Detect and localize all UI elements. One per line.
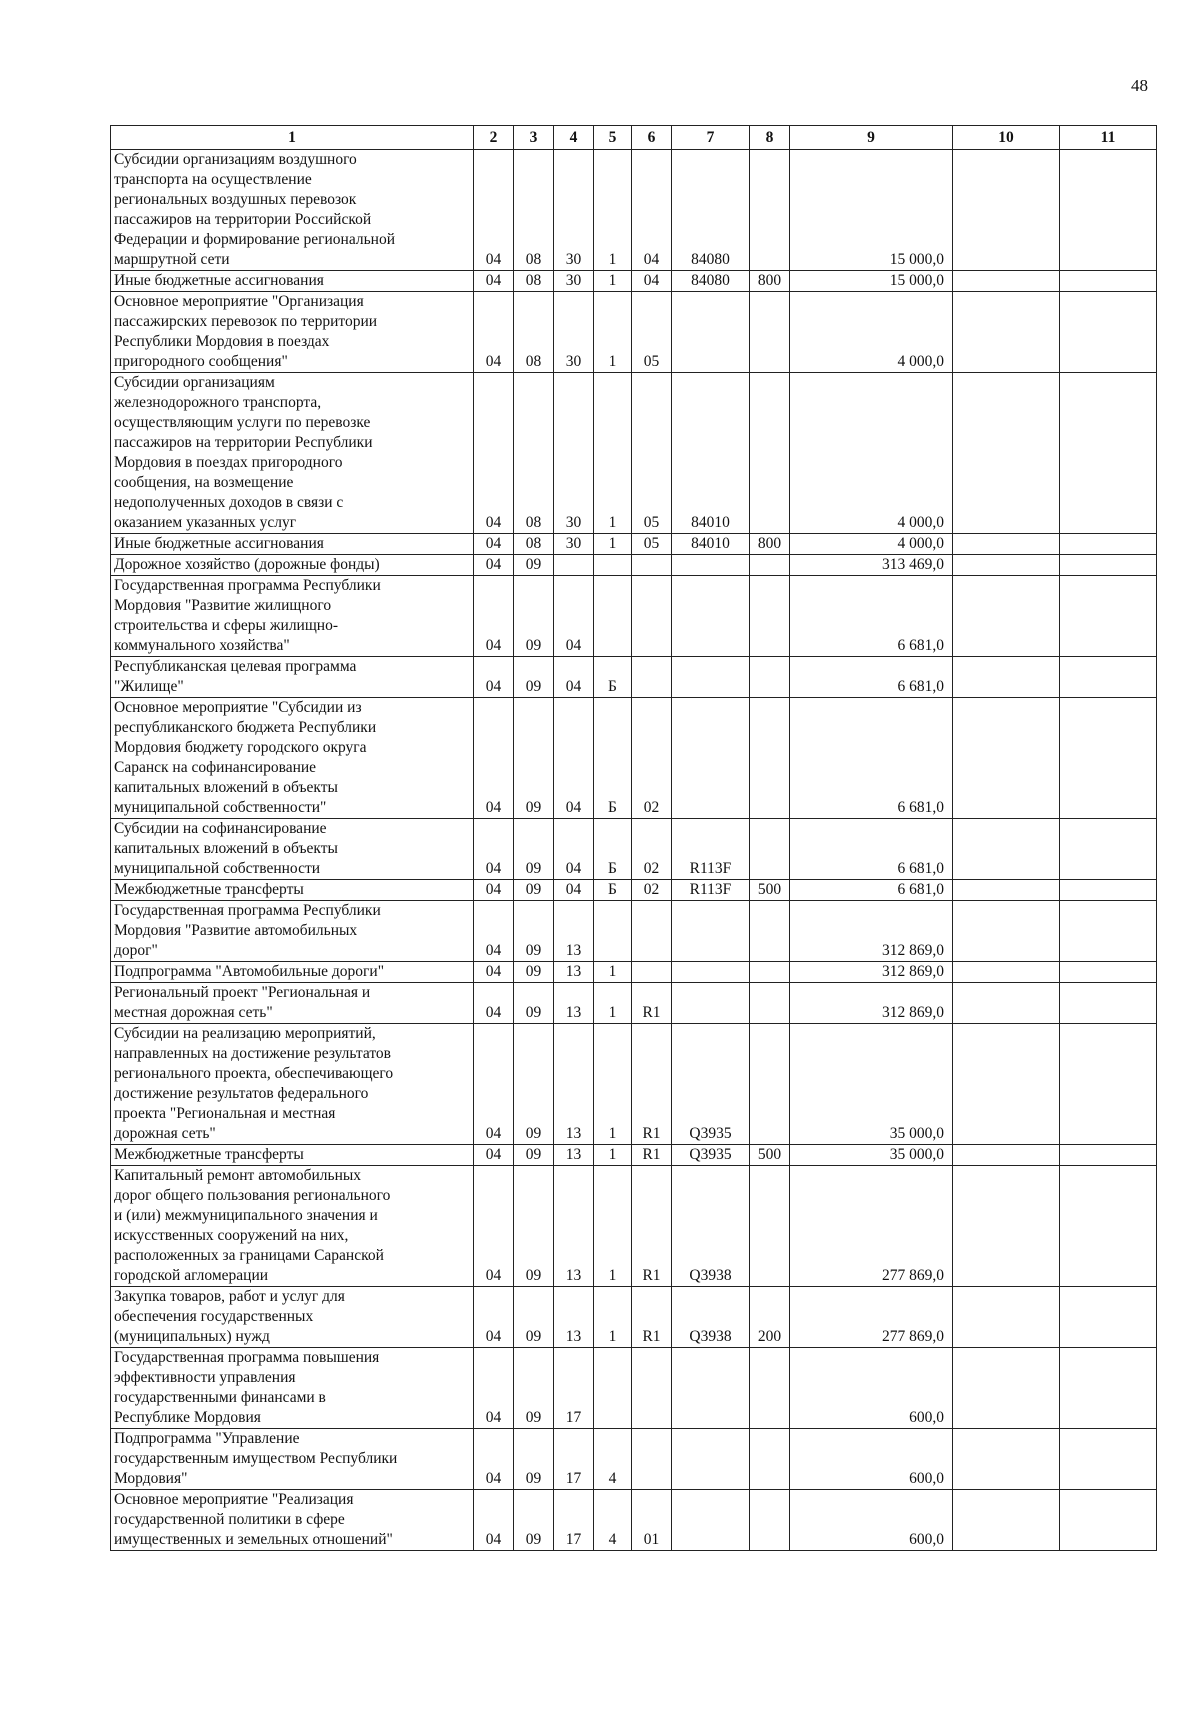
program-code-cell: 04 xyxy=(554,576,594,657)
subsection-code-cell: 09 xyxy=(514,555,554,576)
table-row xyxy=(111,1145,1157,1166)
row-name-cell: Иные бюджетные ассигнования xyxy=(111,534,474,555)
expense-type-code-cell xyxy=(750,1348,790,1429)
subprogram-code-cell: 1 xyxy=(594,534,632,555)
column-11-cell xyxy=(1060,1490,1157,1551)
program-code-cell: 30 xyxy=(554,150,594,271)
direction-code-cell: Q3938 xyxy=(672,1287,750,1348)
direction-code-cell: Q3935 xyxy=(672,1024,750,1145)
column-header: 10 xyxy=(953,126,1060,150)
row-name-cell: Подпрограмма "Управление государственным имуществом Республики Мордовия" xyxy=(111,1429,474,1490)
column-10-cell xyxy=(953,292,1060,373)
section-code-cell: 04 xyxy=(474,373,514,534)
table-row xyxy=(111,1287,1157,1348)
amount-cell: 6 681,0 xyxy=(790,880,953,901)
direction-code-cell: R113F xyxy=(672,819,750,880)
table-row xyxy=(111,698,1157,819)
subsection-code-cell: 09 xyxy=(514,819,554,880)
column-10-cell xyxy=(953,576,1060,657)
program-code-cell: 30 xyxy=(554,373,594,534)
direction-code-cell: 84010 xyxy=(672,534,750,555)
activity-code-cell: 05 xyxy=(632,373,672,534)
expense-type-code-cell xyxy=(750,373,790,534)
subsection-code-cell: 08 xyxy=(514,373,554,534)
amount-cell: 15 000,0 xyxy=(790,150,953,271)
program-code-cell: 04 xyxy=(554,819,594,880)
row-name-cell: Государственная программа Республики Мордовия "Развитие автомобильных дорог" xyxy=(111,901,474,962)
row-name-cell: Основное мероприятие "Субсидии из республиканского бюджета Республики Мордовия бюджету городского округа Саранск на софинансирование капитальных вложений в объекты муниципальной собственности" xyxy=(111,698,474,819)
table-row xyxy=(111,1348,1157,1429)
direction-code-cell: 84010 xyxy=(672,373,750,534)
column-header: 4 xyxy=(554,126,594,150)
activity-code-cell xyxy=(632,1429,672,1490)
column-10-cell xyxy=(953,657,1060,698)
amount-cell: 6 681,0 xyxy=(790,657,953,698)
program-code-cell xyxy=(554,555,594,576)
direction-code-cell: R113F xyxy=(672,880,750,901)
column-11-cell xyxy=(1060,1024,1157,1145)
section-code-cell: 04 xyxy=(474,880,514,901)
section-code-cell: 04 xyxy=(474,698,514,819)
section-code-cell: 04 xyxy=(474,534,514,555)
table-row xyxy=(111,555,1157,576)
expense-type-code-cell xyxy=(750,983,790,1024)
table-row xyxy=(111,962,1157,983)
amount-cell: 312 869,0 xyxy=(790,983,953,1024)
subsection-code-cell: 09 xyxy=(514,1287,554,1348)
amount-cell: 15 000,0 xyxy=(790,271,953,292)
column-header: 6 xyxy=(632,126,672,150)
program-code-cell: 13 xyxy=(554,1024,594,1145)
column-11-cell xyxy=(1060,880,1157,901)
program-code-cell: 13 xyxy=(554,1166,594,1287)
expense-type-code-cell: 800 xyxy=(750,271,790,292)
column-10-cell xyxy=(953,534,1060,555)
activity-code-cell: 04 xyxy=(632,271,672,292)
activity-code-cell xyxy=(632,901,672,962)
column-11-cell xyxy=(1060,576,1157,657)
expense-type-code-cell xyxy=(750,1490,790,1551)
expense-type-code-cell xyxy=(750,150,790,271)
expense-type-code-cell xyxy=(750,698,790,819)
subprogram-code-cell: Б xyxy=(594,698,632,819)
subprogram-code-cell xyxy=(594,555,632,576)
amount-cell: 600,0 xyxy=(790,1490,953,1551)
activity-code-cell xyxy=(632,576,672,657)
amount-cell: 6 681,0 xyxy=(790,576,953,657)
amount-cell: 35 000,0 xyxy=(790,1024,953,1145)
amount-cell: 4 000,0 xyxy=(790,534,953,555)
expense-type-code-cell xyxy=(750,292,790,373)
expense-type-code-cell xyxy=(750,962,790,983)
subsection-code-cell: 09 xyxy=(514,1429,554,1490)
section-code-cell: 04 xyxy=(474,271,514,292)
activity-code-cell: R1 xyxy=(632,1024,672,1145)
subsection-code-cell: 09 xyxy=(514,576,554,657)
section-code-cell: 04 xyxy=(474,576,514,657)
expense-type-code-cell xyxy=(750,1024,790,1145)
column-10-cell xyxy=(953,150,1060,271)
expense-type-code-cell: 200 xyxy=(750,1287,790,1348)
expense-type-code-cell: 500 xyxy=(750,1145,790,1166)
table-row xyxy=(111,819,1157,880)
direction-code-cell xyxy=(672,555,750,576)
activity-code-cell xyxy=(632,657,672,698)
amount-cell: 277 869,0 xyxy=(790,1166,953,1287)
row-name-cell: Республиканская целевая программа "Жилище" xyxy=(111,657,474,698)
subprogram-code-cell: 1 xyxy=(594,1145,632,1166)
row-name-cell: Субсидии организациям воздушного транспорта на осуществление региональных воздушных перевозок пассажиров на территории Российской Федерации и формирование региональной маршрутной сети xyxy=(111,150,474,271)
section-code-cell: 04 xyxy=(474,657,514,698)
subsection-code-cell: 08 xyxy=(514,292,554,373)
subprogram-code-cell: 1 xyxy=(594,271,632,292)
amount-cell: 4 000,0 xyxy=(790,292,953,373)
column-10-cell xyxy=(953,880,1060,901)
direction-code-cell xyxy=(672,983,750,1024)
program-code-cell: 04 xyxy=(554,657,594,698)
column-11-cell xyxy=(1060,534,1157,555)
subsection-code-cell: 09 xyxy=(514,962,554,983)
direction-code-cell: 84080 xyxy=(672,271,750,292)
column-10-cell xyxy=(953,1024,1060,1145)
activity-code-cell: R1 xyxy=(632,983,672,1024)
amount-cell: 6 681,0 xyxy=(790,819,953,880)
subprogram-code-cell: 1 xyxy=(594,983,632,1024)
table-row xyxy=(111,271,1157,292)
section-code-cell: 04 xyxy=(474,1348,514,1429)
subsection-code-cell: 09 xyxy=(514,698,554,819)
direction-code-cell xyxy=(672,1429,750,1490)
program-code-cell: 17 xyxy=(554,1429,594,1490)
column-11-cell xyxy=(1060,1287,1157,1348)
expense-type-code-cell xyxy=(750,555,790,576)
row-name-cell: Дорожное хозяйство (дорожные фонды) xyxy=(111,555,474,576)
column-10-cell xyxy=(953,1348,1060,1429)
expense-type-code-cell xyxy=(750,819,790,880)
table-body xyxy=(111,150,1157,1551)
table-row xyxy=(111,373,1157,534)
column-10-cell xyxy=(953,983,1060,1024)
activity-code-cell: 01 xyxy=(632,1490,672,1551)
subprogram-code-cell: 4 xyxy=(594,1490,632,1551)
column-header: 8 xyxy=(750,126,790,150)
activity-code-cell xyxy=(632,1348,672,1429)
direction-code-cell xyxy=(672,698,750,819)
amount-cell: 6 681,0 xyxy=(790,698,953,819)
activity-code-cell: 05 xyxy=(632,292,672,373)
table-row xyxy=(111,880,1157,901)
activity-code-cell xyxy=(632,555,672,576)
column-header: 11 xyxy=(1060,126,1157,150)
amount-cell: 600,0 xyxy=(790,1429,953,1490)
section-code-cell: 04 xyxy=(474,1024,514,1145)
subprogram-code-cell: Б xyxy=(594,657,632,698)
direction-code-cell: Q3938 xyxy=(672,1166,750,1287)
program-code-cell: 30 xyxy=(554,292,594,373)
table-row xyxy=(111,657,1157,698)
subsection-code-cell: 09 xyxy=(514,1166,554,1287)
direction-code-cell xyxy=(672,576,750,657)
amount-cell: 277 869,0 xyxy=(790,1287,953,1348)
row-name-cell: Субсидии на софинансирование капитальных вложений в объекты муниципальной собственности xyxy=(111,819,474,880)
section-code-cell: 04 xyxy=(474,901,514,962)
expense-type-code-cell: 500 xyxy=(750,880,790,901)
subprogram-code-cell: Б xyxy=(594,880,632,901)
table-row xyxy=(111,1024,1157,1145)
activity-code-cell: R1 xyxy=(632,1145,672,1166)
column-11-cell xyxy=(1060,292,1157,373)
column-11-cell xyxy=(1060,1166,1157,1287)
program-code-cell: 13 xyxy=(554,1145,594,1166)
column-11-cell xyxy=(1060,271,1157,292)
table-row xyxy=(111,1490,1157,1551)
program-code-cell: 30 xyxy=(554,271,594,292)
row-name-cell: Иные бюджетные ассигнования xyxy=(111,271,474,292)
section-code-cell: 04 xyxy=(474,1166,514,1287)
row-name-cell: Межбюджетные трансферты xyxy=(111,880,474,901)
program-code-cell: 04 xyxy=(554,880,594,901)
column-10-cell xyxy=(953,555,1060,576)
row-name-cell: Подпрограмма "Автомобильные дороги" xyxy=(111,962,474,983)
column-11-cell xyxy=(1060,983,1157,1024)
subprogram-code-cell: Б xyxy=(594,819,632,880)
program-code-cell: 30 xyxy=(554,534,594,555)
column-10-cell xyxy=(953,1166,1060,1287)
column-11-cell xyxy=(1060,698,1157,819)
subprogram-code-cell: 1 xyxy=(594,1166,632,1287)
direction-code-cell xyxy=(672,901,750,962)
expense-type-code-cell xyxy=(750,901,790,962)
column-10-cell xyxy=(953,962,1060,983)
row-name-cell: Государственная программа повышения эффективности управления государственными финансами в Республике Мордовия xyxy=(111,1348,474,1429)
activity-code-cell: 02 xyxy=(632,880,672,901)
row-name-cell: Субсидии организациям железнодорожного транспорта, осуществляющим услуги по перевозке пассажиров на территории Республики Мордовия в поездах пригородного сообщения, на возмещение недополученных доходов в связи с оказанием указанных услуг xyxy=(111,373,474,534)
row-name-cell: Основное мероприятие "Организация пассажирских перевозок по территории Республики Мордовия в поездах пригородного сообщения" xyxy=(111,292,474,373)
activity-code-cell: 04 xyxy=(632,150,672,271)
section-code-cell: 04 xyxy=(474,819,514,880)
column-10-cell xyxy=(953,1287,1060,1348)
activity-code-cell: R1 xyxy=(632,1166,672,1287)
budget-table xyxy=(110,125,1157,1551)
activity-code-cell: 05 xyxy=(632,534,672,555)
subprogram-code-cell: 1 xyxy=(594,1024,632,1145)
subsection-code-cell: 08 xyxy=(514,271,554,292)
column-11-cell xyxy=(1060,962,1157,983)
column-11-cell xyxy=(1060,1145,1157,1166)
row-name-cell: Государственная программа Республики Мордовия "Развитие жилищного строительства и сферы жилищно- коммунального хозяйства" xyxy=(111,576,474,657)
subsection-code-cell: 09 xyxy=(514,657,554,698)
subsection-code-cell: 09 xyxy=(514,1024,554,1145)
direction-code-cell xyxy=(672,292,750,373)
amount-cell: 313 469,0 xyxy=(790,555,953,576)
subsection-code-cell: 08 xyxy=(514,150,554,271)
section-code-cell: 04 xyxy=(474,962,514,983)
expense-type-code-cell: 800 xyxy=(750,534,790,555)
subsection-code-cell: 08 xyxy=(514,534,554,555)
row-name-cell: Межбюджетные трансферты xyxy=(111,1145,474,1166)
program-code-cell: 13 xyxy=(554,901,594,962)
column-header: 1 xyxy=(111,126,474,150)
program-code-cell: 04 xyxy=(554,698,594,819)
column-11-cell xyxy=(1060,150,1157,271)
program-code-cell: 13 xyxy=(554,962,594,983)
subprogram-code-cell: 1 xyxy=(594,962,632,983)
column-header: 7 xyxy=(672,126,750,150)
table-row xyxy=(111,901,1157,962)
program-code-cell: 17 xyxy=(554,1348,594,1429)
direction-code-cell: 84080 xyxy=(672,150,750,271)
subsection-code-cell: 09 xyxy=(514,901,554,962)
activity-code-cell xyxy=(632,962,672,983)
section-code-cell: 04 xyxy=(474,1145,514,1166)
page-number: 48 xyxy=(1131,76,1148,95)
row-name-cell: Капитальный ремонт автомобильных дорог общего пользования регионального и (или) межмуниципального значения и искусственных сооружений на них, расположенных за границами Саранской городской агломерации xyxy=(111,1166,474,1287)
table-row xyxy=(111,292,1157,373)
column-11-cell xyxy=(1060,1348,1157,1429)
amount-cell: 4 000,0 xyxy=(790,373,953,534)
subprogram-code-cell: 1 xyxy=(594,150,632,271)
subprogram-code-cell: 4 xyxy=(594,1429,632,1490)
subprogram-code-cell: 1 xyxy=(594,1287,632,1348)
activity-code-cell: 02 xyxy=(632,698,672,819)
column-10-cell xyxy=(953,698,1060,819)
column-header: 2 xyxy=(474,126,514,150)
column-header: 5 xyxy=(594,126,632,150)
row-name-cell: Основное мероприятие "Реализация государственной политики в сфере имущественных и земельных отношений" xyxy=(111,1490,474,1551)
column-10-cell xyxy=(953,373,1060,534)
direction-code-cell xyxy=(672,962,750,983)
column-11-cell xyxy=(1060,901,1157,962)
column-header: 3 xyxy=(514,126,554,150)
direction-code-cell xyxy=(672,1348,750,1429)
activity-code-cell: 02 xyxy=(632,819,672,880)
table-row xyxy=(111,150,1157,271)
subprogram-code-cell xyxy=(594,576,632,657)
column-10-cell xyxy=(953,1145,1060,1166)
table-row xyxy=(111,1429,1157,1490)
column-10-cell xyxy=(953,1490,1060,1551)
column-11-cell xyxy=(1060,657,1157,698)
expense-type-code-cell xyxy=(750,1166,790,1287)
subsection-code-cell: 09 xyxy=(514,1348,554,1429)
subprogram-code-cell: 1 xyxy=(594,373,632,534)
row-name-cell: Субсидии на реализацию мероприятий, направленных на достижение результатов регионального проекта, обеспечивающего достижение результатов федерального проекта "Региональная и местная дорожная сеть" xyxy=(111,1024,474,1145)
program-code-cell: 13 xyxy=(554,1287,594,1348)
expense-type-code-cell xyxy=(750,576,790,657)
expense-type-code-cell xyxy=(750,1429,790,1490)
column-header: 9 xyxy=(790,126,953,150)
column-11-cell xyxy=(1060,555,1157,576)
amount-cell: 312 869,0 xyxy=(790,962,953,983)
column-11-cell xyxy=(1060,1429,1157,1490)
amount-cell: 600,0 xyxy=(790,1348,953,1429)
table-row xyxy=(111,576,1157,657)
section-code-cell: 04 xyxy=(474,292,514,373)
column-10-cell xyxy=(953,271,1060,292)
column-10-cell xyxy=(953,1429,1060,1490)
amount-cell: 35 000,0 xyxy=(790,1145,953,1166)
section-code-cell: 04 xyxy=(474,1287,514,1348)
header-row xyxy=(111,126,1157,150)
expense-type-code-cell xyxy=(750,657,790,698)
column-11-cell xyxy=(1060,373,1157,534)
subprogram-code-cell: 1 xyxy=(594,292,632,373)
column-10-cell xyxy=(953,901,1060,962)
column-11-cell xyxy=(1060,819,1157,880)
table-row xyxy=(111,1166,1157,1287)
table-row xyxy=(111,983,1157,1024)
column-10-cell xyxy=(953,819,1060,880)
table-row xyxy=(111,534,1157,555)
subsection-code-cell: 09 xyxy=(514,1490,554,1551)
subsection-code-cell: 09 xyxy=(514,880,554,901)
subsection-code-cell: 09 xyxy=(514,983,554,1024)
section-code-cell: 04 xyxy=(474,150,514,271)
direction-code-cell xyxy=(672,1490,750,1551)
section-code-cell: 04 xyxy=(474,983,514,1024)
row-name-cell: Закупка товаров, работ и услуг для обеспечения государственных (муниципальных) нужд xyxy=(111,1287,474,1348)
section-code-cell: 04 xyxy=(474,1490,514,1551)
activity-code-cell: R1 xyxy=(632,1287,672,1348)
subsection-code-cell: 09 xyxy=(514,1145,554,1166)
section-code-cell: 04 xyxy=(474,555,514,576)
amount-cell: 312 869,0 xyxy=(790,901,953,962)
direction-code-cell xyxy=(672,657,750,698)
row-name-cell: Региональный проект "Региональная и местная дорожная сеть" xyxy=(111,983,474,1024)
program-code-cell: 13 xyxy=(554,983,594,1024)
program-code-cell: 17 xyxy=(554,1490,594,1551)
subprogram-code-cell xyxy=(594,901,632,962)
subprogram-code-cell xyxy=(594,1348,632,1429)
direction-code-cell: Q3935 xyxy=(672,1145,750,1166)
section-code-cell: 04 xyxy=(474,1429,514,1490)
